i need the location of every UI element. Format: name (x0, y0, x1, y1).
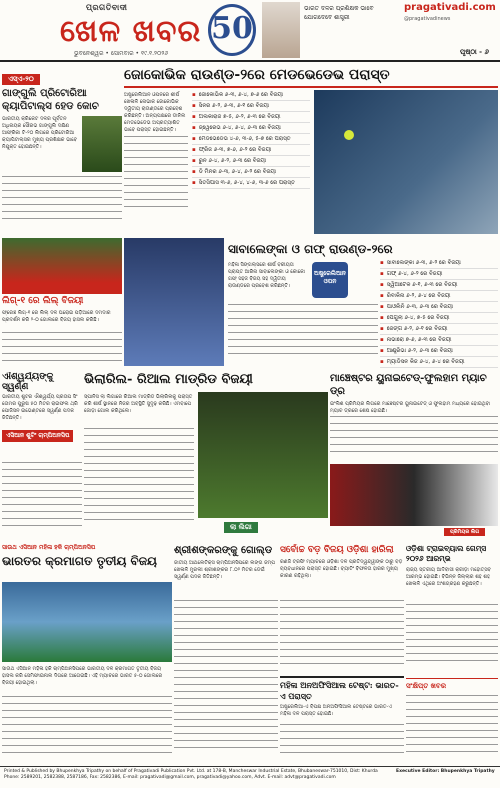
text-lines (280, 724, 404, 759)
editor-credit: Executive Editor: Bhupenkhya Tripathy (396, 769, 495, 774)
result-row: ▪ ରୁନ ୬-୪, ୬-୨, ୬-୩ ରେ ବିଜୟୀ (192, 156, 310, 167)
story-tag: ଏସ୍‌ଏ-୨୦ (2, 74, 40, 85)
story-headline: ଗାଙ୍ଗୁଲି ପ୍ରିଟୋରିଆ କ୍ୟାପିଟାଲ୍ସ ହେଡ କୋଚ (2, 88, 99, 112)
results-table (192, 90, 310, 189)
hockey-photo (2, 582, 172, 662)
story-body: ରାଜ୍ୟ ସ୍ତରୀୟ ଆଦିବାସୀ କ୍ରୀଡ଼ା ମହୋତ୍ସବ ଆରମ୍ଭ ହୋଇଛି। ବିଭିନ୍ନ ଜିଲ୍ଲାର ଶହ ଶହ ଖେଳାଳି ଏଥିରେ ଅଂଶଗ୍ରହଣ କରୁଛନ୍ତି। (406, 567, 491, 587)
dateline: ଭୁବନେଶ୍ୱର • ସୋମବାର • ୧୯.୧.୨୦୨୬ (74, 50, 169, 57)
result-row: ▪ ଅଲକାରାଜ ୭-୫, ୬-୨, ୬-୩ ରେ ବିଜୟୀ (192, 112, 310, 123)
result-row: ▪ ସିନର ୬-୨, ୬-୩, ୬-୧ ରେ ବିଜୟୀ (192, 101, 310, 112)
section-title: ଖେଳ ଖବର (60, 14, 202, 49)
story-body: ଭାରତୀୟ କ୍ରିକେଟ ଦଳର ପୂର୍ବତନ ଅଧିନାୟକ ସୌରଭ ଗାଙ୍ଗୁଲି ଦକ୍ଷିଣ ଆଫ୍ରିକା ଟି-୨୦ ଲିଗରେ ପ୍ରିଟୋରିଆ କ୍ୟାପିଟାଲ୍ସର ମୁଖ୍ୟ ପ୍ରଶିକ୍ଷକ ଭାବେ ନିଯୁକ୍ତ ହୋଇଛନ୍ତି। (2, 116, 78, 150)
story-body: ସ୍ପାନିସ ଲା ଲିଗାରେ ରିଆଲ ମାଡ୍ରିଡ ଭିଲାରିଲକୁ ପରାସ୍ତ କରି ଶୀର୍ଷ ସ୍ଥାନରେ ନିଜର ଅବସ୍ଥିତି ସୁଦୃଢ଼ କରିଛି। ଏମବାପେ ଜୋଡ଼ା ଗୋଲ କରିଥିଲେ। (84, 394, 193, 414)
story-headline: ମାଞ୍ଚେଷ୍ଟର ୟୁନାଇଟେଡ୍-ଫୁଲହାମ ମ୍ୟାଚ ଡ୍ର (330, 373, 487, 397)
result-row: ▪ ସାବାଲେଙ୍କା ୬-୩, ୬-୨ ରେ ବିଜୟୀ (380, 258, 498, 269)
story-headline: ଲିଗ୍-୧ ରେ ଲିଲ୍‌ ବିଜୟୀ (2, 296, 84, 306)
text-lines (406, 604, 498, 667)
story-odisha (280, 544, 404, 674)
story-body: ଜାତୀୟ ଆଥଲେଟିକ୍ସ ଚାମ୍ପିଅନସିପରେ ଲଙ୍ଗ ଜମ୍ପ ଖେଳାଳି ମୁରଲୀ ଶ୍ରୀଶଙ୍କର ୮.୦୨ ମିଟର ଡେଇଁ ସ୍ୱର୍ଣ୍ଣ ପଦକ ଜିତିଛନ୍ତି। (174, 560, 276, 580)
result-row: ▪ ମେଡଭେଡେଭ ୪-୬, ୩-୬, ୫-୭ ରେ ପରାସ୍ତ (192, 134, 310, 145)
contact-text: Phone: 2589201, 2582388, 2587186, Fax: 2582386, E-mail: pragativadi@gmail.com, pragativadi@yahoo.com, Advt. E-mail: advt@pragativadi.com (4, 775, 336, 780)
text-lines (2, 332, 122, 367)
result-row: ▪ ନାଭାରୋ ୭-୬, ୬-୩ ରେ ବିଜୟୀ (380, 335, 498, 346)
event-label: ଏସିଆନ ଶୁଟିଂ ଚାମ୍ପିଅନସିପ (2, 430, 73, 442)
result-row: ▪ ରିବାକିନା ୬-୨, ୬-୪ ରେ ବିଜୟୀ (380, 291, 498, 302)
story-shreeshankar (174, 544, 278, 764)
event-badge: ଅଷ୍ଟ୍ରେଲିଆନ ଓପନ (312, 262, 348, 298)
story-body: ଅଷ୍ଟ୍ରେଲିଆନ ଓପନରେ ଶୀର୍ଷ ଖେଳାଳି ନୋଭାକ ଜୋକୋଭିକ ଦ୍ୱିତୀୟ ରାଉଣ୍ଡରେ ପ୍ରବେଶ କରିଛନ୍ତି। ଅନ୍ୟପକ୍ଷରେ ଡାନିଲ ମେଡଭେଡେଭ ଅପ୍ରତ୍ୟାଶିତ ଭାବେ ପରାସ୍ତ ହୋଇଛନ୍ତି। (124, 92, 186, 133)
story-headline: ଭିଲାରିଲ- ରିଆଲ ମାଡ୍ରିଡ ବିଜୟୀ (84, 372, 253, 387)
brand-name: ପ୍ରଗତିବାଦୀ (86, 3, 128, 12)
result-row: ▪ ଡି ମିନର ୬-୩, ୬-୪, ୬-୨ ରେ ବିଜୟୀ (192, 167, 310, 178)
result-row: ▪ ଜ୍ୱେରେଭ ୬-୪, ୬-୪, ୬-୩ ରେ ବିଜୟୀ (192, 123, 310, 134)
result-row: ▪ ପାଓଲିନି ୬-୩, ୬-୩ ରେ ବିଜୟୀ (380, 302, 498, 313)
result-row: ▪ ଗଫ୍‌ ୬-୪, ୬-୨ ରେ ବିଜୟୀ (380, 269, 498, 280)
tennis-ball-icon (344, 130, 354, 140)
story-sabalenka (124, 238, 498, 368)
result-row: ▪ ପେଗୁଲା ୬-୪, ୭-୫ ରେ ବିଜୟୀ (380, 313, 498, 324)
story-headline: ଐଶ୍ୱର୍ଯ୍ୟଙ୍କୁ ସ୍ୱର୍ଣ୍ଣ (2, 372, 54, 392)
story-ganguly (2, 66, 122, 236)
story-headline: ସାବାଲେଙ୍କା ଓ ଗଫ୍‌ ରାଉଣ୍ଡ-୨ରେ (228, 242, 393, 256)
text-lines (2, 176, 122, 225)
villarreal-photo (198, 392, 328, 518)
story-hockey (2, 544, 172, 764)
story-body: ରଣଜି ଟ୍ରଫି ମ୍ୟାଚରେ ଓଡ଼ିଶା ଦଳ ପ୍ରତିଦ୍ୱନ୍ଦ୍ୱୀଙ୍କ ଠାରୁ ବଡ଼ ବ୍ୟବଧାନରେ ପରାସ୍ତ ହୋଇଛି। ବ୍ୟାଟିଂ ବିଫଳତା ହାରର ମୁଖ୍ୟ କାରଣ ରହିଥିଲା। (280, 559, 403, 579)
teaser-text: ଭାରତ ଦଳର ପ୍ରଶିକ୍ଷକ ଭାବେ ଯୋଗଦେବେ ଶାସ୍ତ୍ରୀ (304, 5, 374, 21)
text-lines (406, 695, 498, 752)
story-headline: ଭାରତର କ୍ରମାଗତ ତୃତୀୟ ବିଜୟ (2, 554, 157, 568)
result-row: ▪ ଫ୍ରିଜ ୬-୩, ୭-୬, ୬-୨ ରେ ବିଜୟୀ (192, 145, 310, 156)
story-djokovic (124, 66, 498, 236)
story-body: ଫ୍ରେଞ୍ଚ ଲିଗ୍-୧ ରେ ଲିଲ୍‌ ଦଳ ଘରୋଇ ପଡ଼ିଆରେ ଦମଦାର ପ୍ରଦର୍ଶନ କରି ୨-୦ ଗୋଲରେ ବିଜୟ ହାସଲ କରିଛି। (2, 310, 111, 323)
masthead (0, 0, 500, 62)
result-row: ▪ ଜେଙ୍ଗ ୬-୨, ୬-୧ ରେ ବିଜୟୀ (380, 324, 498, 335)
social-handle[interactable]: @pragativadinews (404, 16, 451, 22)
text-lines (124, 136, 188, 213)
story-headline: ଜୋକୋଭିକ ରାଉଣ୍ଡ-୨ରେ ମେଡଭେଡେଭ ପରାସ୍ତ (124, 66, 498, 88)
footer-imprint (0, 766, 500, 788)
story-headline: ମହିଳା ଅନଅଫିସିଆଲ ଟେଷ୍ଟ: ଭାରତ-ଏ ପରାସ୍ତ (280, 676, 404, 702)
league-badge: ପ୍ରିମିୟର ଲିଗ (444, 528, 485, 536)
story-headline: ସର୍ବୋଚ୍ଚ ବଡ଼ ବିଜୟ ଓଡ଼ିଶା ହାରିଲା (280, 545, 394, 555)
imprint-text: Printed & Published by Bhupenkhya Tripathy on behalf of Pragativadi Publication Pvt. Ltd. at 178-B, Mancheswar Industrial Estate, Bhubaneswar-751010, Dist: Khurda (4, 769, 378, 774)
text-lines (228, 304, 378, 360)
story-headline: ଓଡ଼ିଶା ଟ୍ରାଇବ୍ୟାଲ ଗେମ୍ସ ୨୦୨୬ ଆରମ୍ଭ (406, 544, 487, 563)
story-body: ମହିଳା ସିଙ୍ଗଲ୍ସରେ ଶୀର୍ଷ ବରୀୟତା ପ୍ରାପ୍ତ ଆରିନା ସାବାଲେଙ୍କା ଓ କୋକୋ ଗଫ୍‌ ସହଜ ବିଜୟ ସହ ଦ୍ୱିତୀୟ ରାଉଣ୍ଡରେ ପ୍ରବେଶ କରିଛନ୍ତି। (228, 262, 305, 289)
text-lines (330, 416, 498, 458)
manchester-photo (330, 464, 498, 526)
anniversary-logo: 50 (208, 4, 256, 56)
sidebar-title: ସଂକ୍ଷିପ୍ତ ଖବର (406, 681, 446, 690)
text-lines (2, 462, 82, 532)
story-body: ଇଂଲିଶ ପ୍ରିମିୟର ଲିଗରେ ମାଞ୍ଚେଷ୍ଟର ୟୁନାଇଟେଡ୍ ଓ ଫୁଲହାମ ମଧ୍ୟରେ ହୋଇଥିବା ମ୍ୟାଚ ଡ୍ରରେ ଶେଷ ହୋଇଛି। (330, 401, 491, 414)
ligue1-photo (2, 238, 122, 294)
result-row: ▪ ସ୍ୱିଆଟେକ ୬-୧, ୬-୩ ରେ ବିଜୟୀ (380, 280, 498, 291)
results-table (380, 258, 498, 368)
story-body: ସାଉଥ ଏସିଆନ ମହିଳା ହକି ଚାମ୍ପିଅନସିପରେ ଭାରତୀୟ ଦଳ କ୍ରମାଗତ ତୃତୀୟ ବିଜୟ ହାସଲ କରି ସେମିଫାଇନାଲ ଦିଗରେ ଆଗେଇଛି। ଏହି ମ୍ୟାଚରେ ଭାରତ ୫-୦ ଗୋଲରେ ବିଜୟୀ ହୋଇଥିଲା। (2, 666, 163, 686)
story-aishwarya (2, 372, 82, 540)
result-row: ▪ ଜୋକୋଭିକ ୬-୩, ୬-୪, ୭-୬ ରେ ବିଜୟୀ (192, 90, 310, 101)
page-number: ପୃଷ୍ଠା - ୬ (460, 48, 489, 56)
story-womens-test (280, 676, 404, 764)
sabalenka-photo (124, 238, 224, 366)
djokovic-photo (314, 90, 498, 234)
story-kicker: ସାଉଥ ଏସିଆନ ମହିଳା ହକି ଚାମ୍ପିଅନସିପ (2, 544, 96, 551)
text-lines (84, 428, 194, 526)
text-lines (280, 600, 404, 670)
brief-sidebar (406, 678, 498, 758)
story-ligue1 (2, 238, 122, 368)
league-badge: ଲା ଲିଗା (224, 522, 258, 533)
text-lines (174, 600, 278, 754)
result-row: ▪ ସିତସିପାସ ୩-୬, ୬-୪, ୪-୬, ୩-୬ ରେ ପରାସ୍ତ (192, 178, 310, 189)
story-tribal-games (406, 544, 498, 764)
result-row: ▪ ମ୍ୟାଡିସନ କିଜ ୬-୪, ୬-୪ ରେ ବିଜୟୀ (380, 357, 498, 368)
story-body: ଭାରତୀୟ ଶୁଟର ଐଶ୍ୱର୍ଯ୍ୟ ପ୍ରତାପ ସିଂ ତୋମର ପୁରୁଷ ୫୦ ମିଟର ରାଇଫଲ ଥ୍ରି ପୋଜିସନ ଇଭେଣ୍ଟରେ ସ୍ୱର୍ଣ୍ଣ ପଦକ ଜିତିଛନ୍ତି। (2, 394, 78, 421)
story-manchester (330, 372, 498, 540)
result-row: ▪ ଆଣ୍ଡ୍ରିଭା ୬-୨, ୬-୩ ରେ ବିଜୟୀ (380, 346, 498, 357)
story-headline: ଶ୍ରୀଶଙ୍କରଙ୍କୁ ଗୋଲ୍ଡ (174, 545, 273, 556)
story-body: ଅଷ୍ଟ୍ରେଲିଆ-ଏ ବିପକ୍ଷ ଅନଅଫିସିଆଲ ଟେଷ୍ଟରେ ଭାରତ-ଏ ମହିଳା ଦଳ ପରାସ୍ତ ହୋଇଛି। (280, 704, 392, 717)
ganguly-photo (82, 116, 122, 172)
text-lines (2, 696, 172, 759)
teaser-photo (262, 2, 300, 58)
story-villarreal (84, 372, 328, 540)
website-link[interactable]: pragativadi.com (404, 2, 496, 13)
